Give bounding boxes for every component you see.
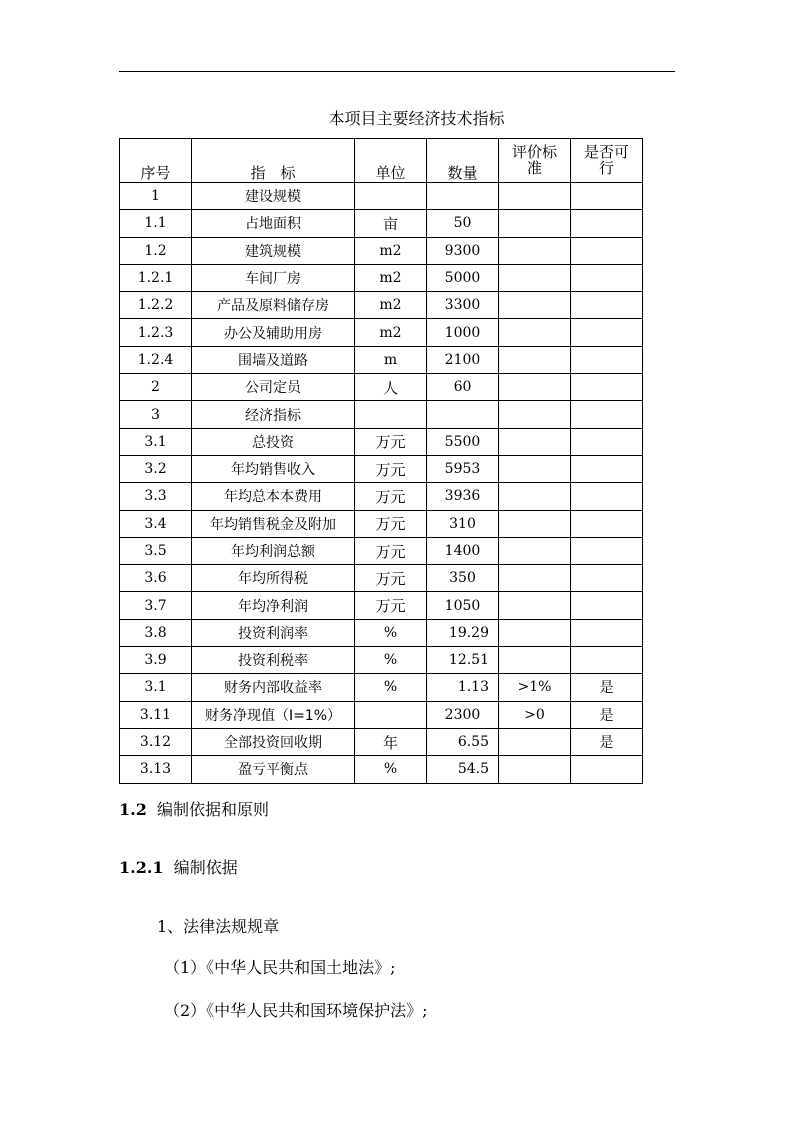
col-header-unit: 单位 <box>355 139 427 183</box>
cell-standard <box>499 537 571 564</box>
cell-feasible <box>571 346 643 373</box>
cell-standard <box>499 510 571 537</box>
cell-unit: m2 <box>355 264 427 291</box>
table-row <box>120 210 643 237</box>
cell-feasible <box>571 537 643 564</box>
cell-seq: 3.3 <box>120 483 192 510</box>
list-heading: 1、法律法规规章 <box>157 917 280 936</box>
cell-quantity: 6.55 <box>427 728 499 755</box>
cell-quantity: 5953 <box>427 455 499 482</box>
cell-feasible <box>571 619 643 646</box>
cell-unit: 人 <box>355 374 427 401</box>
cell-standard <box>499 565 571 592</box>
cell-standard <box>499 592 571 619</box>
cell-indicator: 建设规模 <box>192 183 355 210</box>
table-row <box>120 483 643 510</box>
cell-unit: 万元 <box>355 537 427 564</box>
subsection-number: 1.2.1 <box>119 858 164 877</box>
cell-quantity: 9300 <box>427 237 499 264</box>
cell-seq: 3.1 <box>120 428 192 455</box>
cell-feasible <box>571 756 643 783</box>
cell-quantity: 5500 <box>427 428 499 455</box>
cell-indicator: 全部投资回收期 <box>192 728 355 755</box>
cell-seq: 3.8 <box>120 619 192 646</box>
cell-feasible <box>571 319 643 346</box>
table-row <box>120 674 643 701</box>
table-row <box>120 374 643 401</box>
table-row <box>120 401 643 428</box>
cell-seq: 3.7 <box>120 592 192 619</box>
cell-standard <box>499 374 571 401</box>
cell-quantity: 60 <box>427 374 499 401</box>
cell-unit: 万元 <box>355 483 427 510</box>
cell-seq: 1.2.4 <box>120 346 192 373</box>
table-body <box>120 183 643 784</box>
col-header-name: 指 标 <box>192 139 355 183</box>
cell-feasible <box>571 292 643 319</box>
cell-standard <box>499 483 571 510</box>
table-row <box>120 565 643 592</box>
cell-quantity: 310 <box>427 510 499 537</box>
cell-seq: 1.2.1 <box>120 264 192 291</box>
section-title: 编制依据和原则 <box>157 800 270 819</box>
cell-quantity: 19.29 <box>427 619 499 646</box>
cell-feasible <box>571 647 643 674</box>
table-row <box>120 319 643 346</box>
cell-standard <box>499 428 571 455</box>
cell-seq: 1.2.2 <box>120 292 192 319</box>
cell-unit: % <box>355 674 427 701</box>
cell-unit: 万元 <box>355 565 427 592</box>
cell-feasible <box>571 401 643 428</box>
cell-feasible <box>571 428 643 455</box>
cell-feasible <box>571 183 643 210</box>
cell-seq: 3.5 <box>120 537 192 564</box>
cell-unit: % <box>355 756 427 783</box>
cell-indicator: 占地面积 <box>192 210 355 237</box>
cell-feasible <box>571 483 643 510</box>
cell-seq: 1.1 <box>120 210 192 237</box>
section-heading <box>119 797 269 820</box>
cell-unit: 万元 <box>355 592 427 619</box>
cell-quantity: 5000 <box>427 264 499 291</box>
cell-seq: 1 <box>120 183 192 210</box>
cell-unit: m2 <box>355 237 427 264</box>
table-row <box>120 592 643 619</box>
cell-quantity <box>427 183 499 210</box>
cell-quantity: 1000 <box>427 319 499 346</box>
table-row <box>120 537 643 564</box>
cell-quantity: 50 <box>427 210 499 237</box>
col-header-std: 评价标准 <box>499 139 571 183</box>
cell-feasible <box>571 237 643 264</box>
subsection-title: 编制依据 <box>173 858 238 877</box>
cell-unit: % <box>355 647 427 674</box>
cell-indicator: 总投资 <box>192 428 355 455</box>
cell-unit: 万元 <box>355 455 427 482</box>
cell-indicator: 建筑规模 <box>192 237 355 264</box>
cell-indicator: 车间厂房 <box>192 264 355 291</box>
cell-unit <box>355 401 427 428</box>
cell-indicator: 办公及辅助用房 <box>192 319 355 346</box>
cell-feasible <box>571 592 643 619</box>
cell-standard <box>499 183 571 210</box>
cell-indicator: 财务内部收益率 <box>192 674 355 701</box>
cell-feasible: 是 <box>571 701 643 728</box>
cell-unit: m2 <box>355 319 427 346</box>
law-item: （2）《中华人民共和国环境保护法》; <box>164 1001 428 1020</box>
cell-standard <box>499 346 571 373</box>
cell-indicator: 产品及原料储存房 <box>192 292 355 319</box>
cell-quantity: 3300 <box>427 292 499 319</box>
cell-unit <box>355 701 427 728</box>
cell-quantity: 12.51 <box>427 647 499 674</box>
cell-standard <box>499 264 571 291</box>
cell-feasible <box>571 565 643 592</box>
cell-standard <box>499 292 571 319</box>
cell-quantity: 3936 <box>427 483 499 510</box>
cell-standard <box>499 210 571 237</box>
cell-standard <box>499 647 571 674</box>
table-row <box>120 728 643 755</box>
cell-standard <box>499 728 571 755</box>
table-title: 本项目主要经济技术指标 <box>328 109 505 128</box>
cell-standard: >0 <box>499 701 571 728</box>
cell-standard: >1% <box>499 674 571 701</box>
table-row <box>120 619 643 646</box>
cell-indicator: 财务净现值（I=1%） <box>192 701 355 728</box>
subsection-heading <box>119 855 238 878</box>
cell-feasible <box>571 264 643 291</box>
table-row <box>120 701 643 728</box>
col-header-seq: 序号 <box>120 139 192 183</box>
cell-indicator: 围墙及道路 <box>192 346 355 373</box>
cell-seq: 3.11 <box>120 701 192 728</box>
cell-seq: 3.2 <box>120 455 192 482</box>
cell-quantity: 1.13 <box>427 674 499 701</box>
cell-indicator: 公司定员 <box>192 374 355 401</box>
cell-indicator: 投资利税率 <box>192 647 355 674</box>
table-row <box>120 428 643 455</box>
cell-standard <box>499 401 571 428</box>
cell-indicator: 投资利润率 <box>192 619 355 646</box>
cell-seq: 1.2 <box>120 237 192 264</box>
cell-standard <box>499 756 571 783</box>
table-row <box>120 183 643 210</box>
cell-unit <box>355 183 427 210</box>
cell-indicator: 年均销售收入 <box>192 455 355 482</box>
cell-quantity: 2100 <box>427 346 499 373</box>
cell-quantity: 54.5 <box>427 756 499 783</box>
cell-seq: 3.4 <box>120 510 192 537</box>
cell-feasible: 是 <box>571 728 643 755</box>
cell-quantity: 1400 <box>427 537 499 564</box>
cell-unit: 万元 <box>355 510 427 537</box>
cell-unit: % <box>355 619 427 646</box>
section-number: 1.2 <box>119 800 147 819</box>
cell-indicator: 盈亏平衡点 <box>192 756 355 783</box>
cell-unit: 亩 <box>355 210 427 237</box>
cell-standard <box>499 455 571 482</box>
cell-unit: m2 <box>355 292 427 319</box>
cell-standard <box>499 619 571 646</box>
law-item: （1）《中华人民共和国土地法》; <box>164 958 396 977</box>
cell-feasible <box>571 510 643 537</box>
cell-indicator: 年均销售税金及附加 <box>192 510 355 537</box>
table-row <box>120 647 643 674</box>
table-row <box>120 264 643 291</box>
cell-indicator: 年均利润总额 <box>192 537 355 564</box>
cell-quantity <box>427 401 499 428</box>
cell-quantity: 1050 <box>427 592 499 619</box>
cell-quantity: 2300 <box>427 701 499 728</box>
cell-seq: 2 <box>120 374 192 401</box>
cell-standard <box>499 319 571 346</box>
cell-seq: 3.13 <box>120 756 192 783</box>
header-rule <box>119 71 675 72</box>
cell-seq: 3.6 <box>120 565 192 592</box>
table-row <box>120 510 643 537</box>
col-header-qty: 数量 <box>427 139 499 183</box>
indicator-table <box>119 138 643 784</box>
cell-feasible <box>571 210 643 237</box>
table-row <box>120 346 643 373</box>
cell-feasible: 是 <box>571 674 643 701</box>
table-row <box>120 756 643 783</box>
cell-unit: 万元 <box>355 428 427 455</box>
cell-feasible <box>571 374 643 401</box>
cell-indicator: 经济指标 <box>192 401 355 428</box>
cell-feasible <box>571 455 643 482</box>
table-header-row <box>120 139 643 183</box>
table-row <box>120 292 643 319</box>
cell-seq: 3.12 <box>120 728 192 755</box>
cell-seq: 3.1 <box>120 674 192 701</box>
cell-indicator: 年均净利润 <box>192 592 355 619</box>
cell-unit: 年 <box>355 728 427 755</box>
cell-quantity: 350 <box>427 565 499 592</box>
table-row <box>120 455 643 482</box>
cell-seq: 1.2.3 <box>120 319 192 346</box>
col-header-ok: 是否可行 <box>571 139 643 183</box>
cell-seq: 3.9 <box>120 647 192 674</box>
cell-seq: 3 <box>120 401 192 428</box>
cell-standard <box>499 237 571 264</box>
cell-indicator: 年均所得税 <box>192 565 355 592</box>
table-row <box>120 237 643 264</box>
cell-unit: m <box>355 346 427 373</box>
cell-indicator: 年均总本本费用 <box>192 483 355 510</box>
